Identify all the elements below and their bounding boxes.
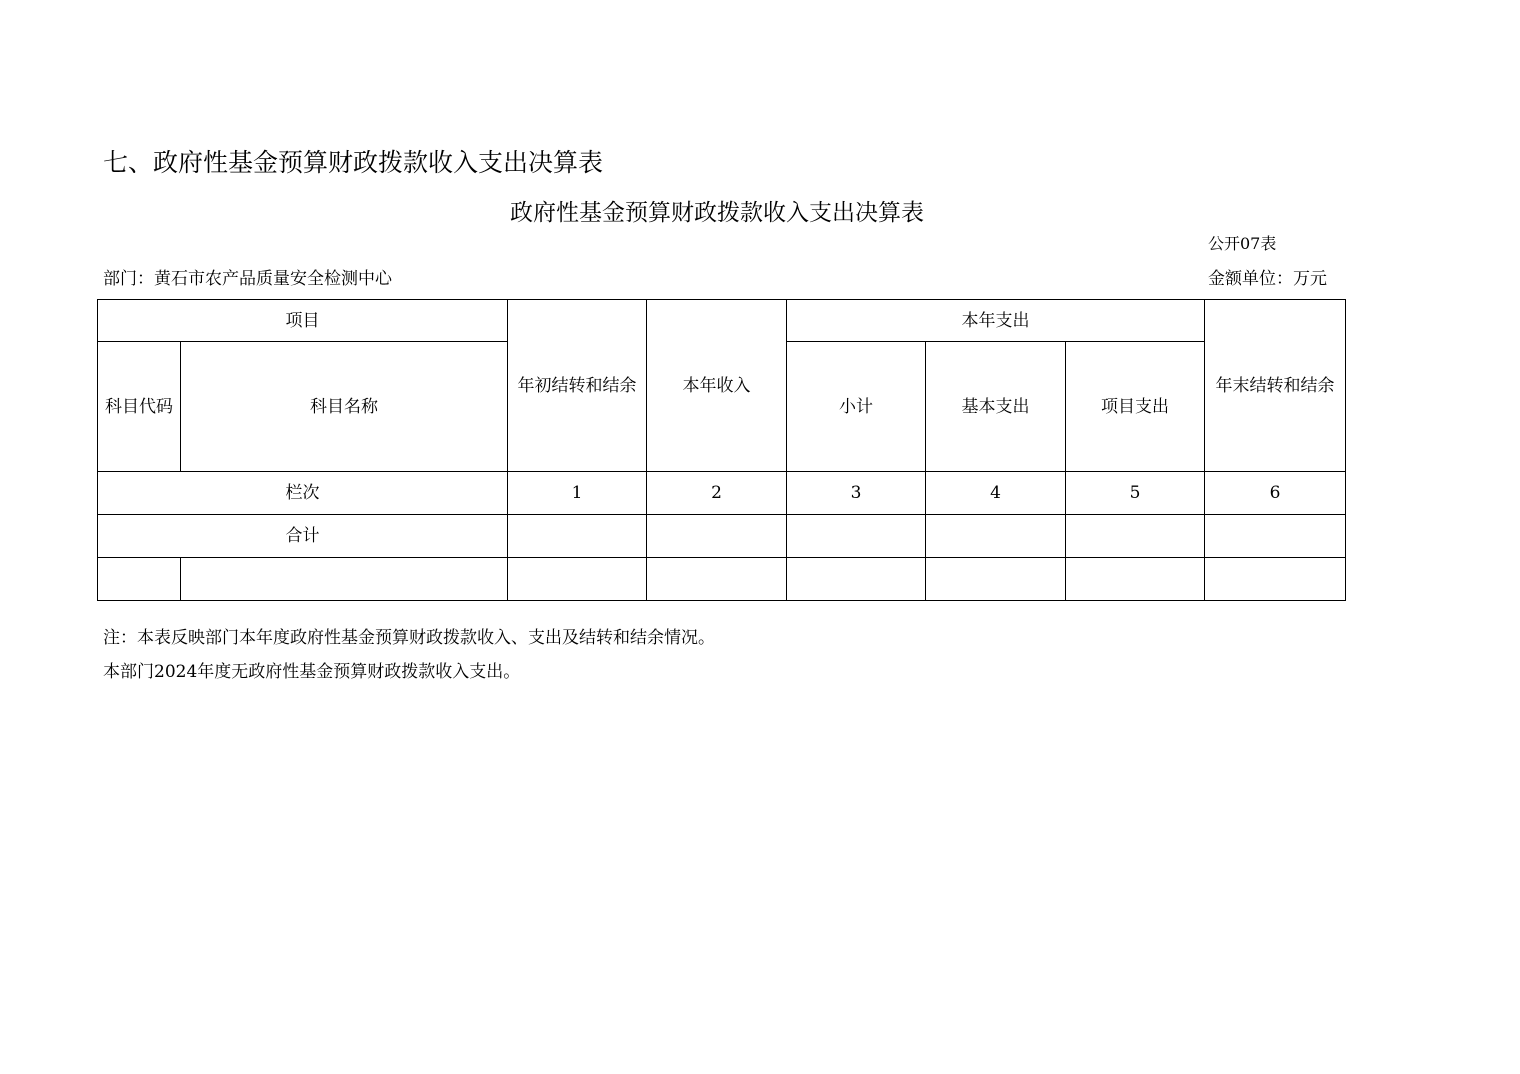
total-cell: [1205, 515, 1346, 558]
data-cell-code: [98, 558, 181, 601]
data-cell: [787, 558, 926, 601]
data-cell: [926, 558, 1066, 601]
total-cell: [926, 515, 1066, 558]
unit-label: 金额单位：万元: [1208, 269, 1327, 289]
header-subject-name: 科目名称: [181, 342, 508, 472]
total-cell: [508, 515, 647, 558]
table-row: [98, 558, 1346, 601]
header-beginning-balance: 年初结转和结余: [508, 300, 647, 472]
form-code: 公开07表: [1208, 234, 1277, 253]
column-number: 4: [926, 472, 1066, 515]
table-note: 注：本表反映部门本年度政府性基金预算财政拨款收入、支出及结转和结余情况。: [103, 628, 715, 648]
data-cell: [508, 558, 647, 601]
column-number: 3: [787, 472, 926, 515]
department-label: 部门：黄石市农产品质量安全检测中心: [103, 269, 392, 289]
data-cell: [1205, 558, 1346, 601]
header-current-income: 本年收入: [647, 300, 787, 472]
total-cell: [1066, 515, 1205, 558]
header-row-1: [98, 300, 1346, 342]
column-number: 2: [647, 472, 787, 515]
header-project-expenditure: 项目支出: [1066, 342, 1205, 472]
column-index-row: [98, 472, 1346, 515]
header-subtotal: 小计: [787, 342, 926, 472]
data-cell: [1066, 558, 1205, 601]
column-index-label: 栏次: [98, 472, 508, 515]
data-cell: [647, 558, 787, 601]
column-number: 5: [1066, 472, 1205, 515]
header-ending-balance: 年末结转和结余: [1205, 300, 1346, 472]
total-label: 合计: [98, 515, 508, 558]
header-item: 项目: [98, 300, 508, 342]
header-current-expenditure: 本年支出: [787, 300, 1205, 342]
header-basic-expenditure: 基本支出: [926, 342, 1066, 472]
column-number: 1: [508, 472, 647, 515]
table-title: 政府性基金预算财政拨款收入支出决算表: [510, 200, 924, 226]
header-subject-code: 科目代码: [98, 342, 181, 472]
total-cell: [787, 515, 926, 558]
section-heading: 七、政府性基金预算财政拨款收入支出决算表: [103, 148, 604, 177]
total-cell: [647, 515, 787, 558]
column-number: 6: [1205, 472, 1346, 515]
budget-table: [97, 299, 1346, 601]
no-data-statement: 本部门2024年度无政府性基金预算财政拨款收入支出。: [103, 662, 521, 682]
data-cell-name: [181, 558, 508, 601]
total-row: [98, 515, 1346, 558]
